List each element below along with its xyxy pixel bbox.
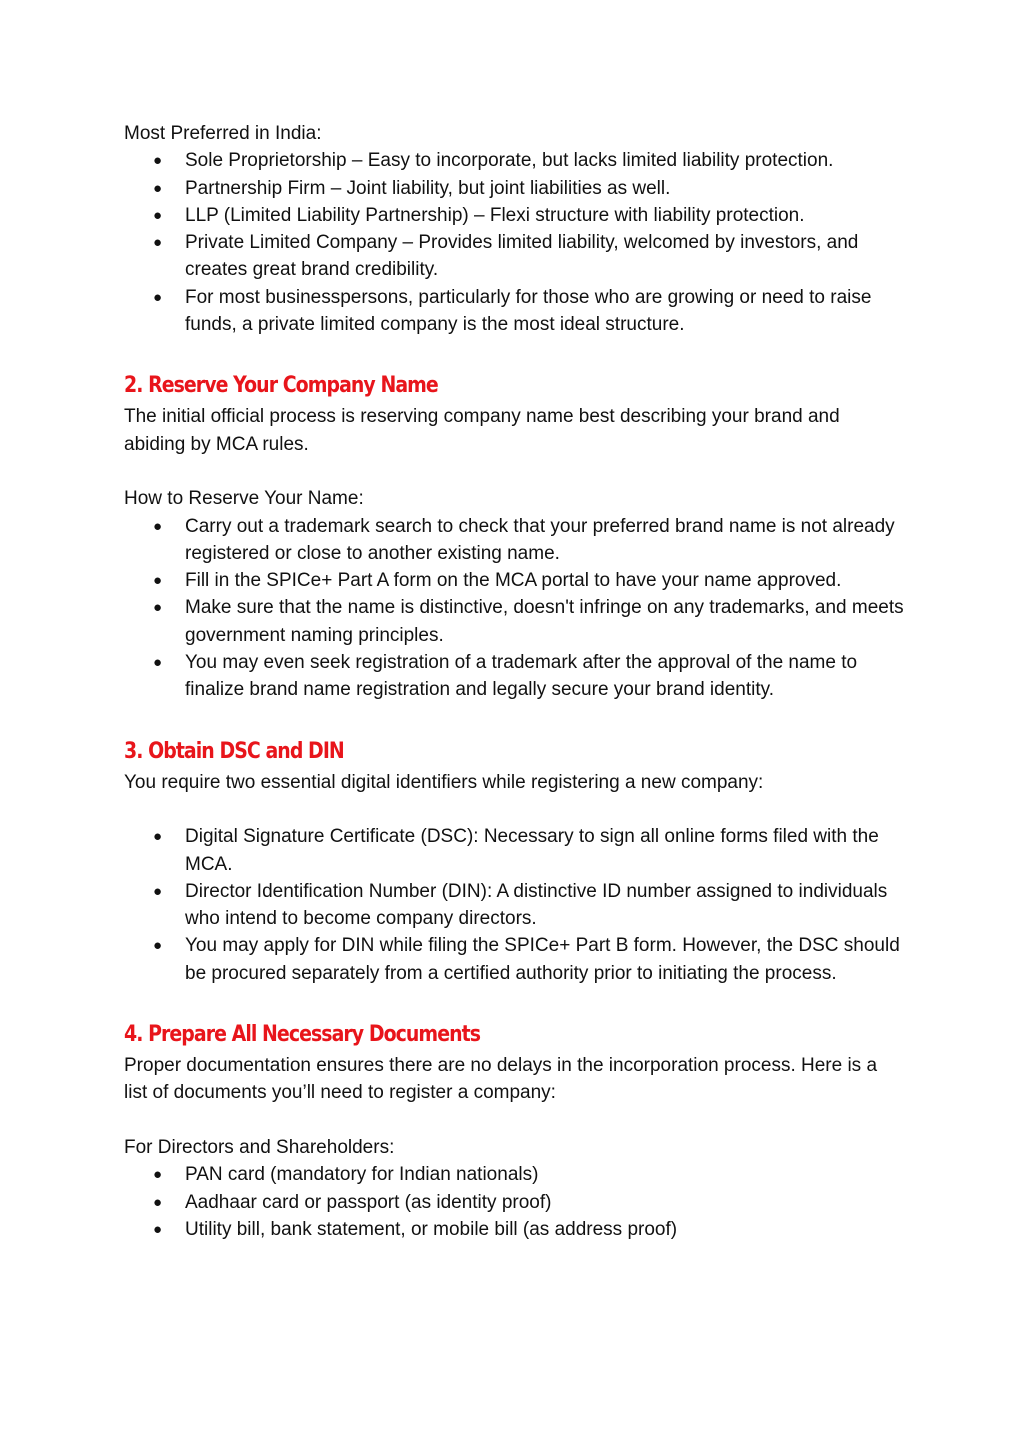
list-item bbox=[153, 229, 904, 284]
list-item bbox=[153, 649, 904, 704]
section-2 bbox=[124, 371, 904, 400]
list-item-text: Fill in the SPICe+ Part A form on the MCA portal to have your name approved. bbox=[185, 570, 842, 592]
list-item bbox=[153, 202, 904, 229]
list-item-text: PAN card (mandatory for Indian nationals) bbox=[185, 1164, 539, 1186]
list-item bbox=[153, 932, 904, 987]
section-4-list bbox=[124, 1161, 904, 1243]
list-item bbox=[153, 878, 904, 933]
bullet-icon: ● bbox=[153, 882, 163, 900]
bullet-icon: ● bbox=[153, 517, 163, 535]
structures-label: Most Preferred in India: bbox=[124, 123, 322, 144]
list-item bbox=[153, 1216, 904, 1243]
bullet-icon: ● bbox=[153, 937, 163, 955]
list-item-text: You may apply for DIN while filing the SPICe+ Part B form. However, the DSC should be procured separately from a certified authority prior to initiating the process. bbox=[185, 935, 900, 984]
list-item-text: Digital Signature Certificate (DSC): Necessary to sign all online forms filed with the MCA. bbox=[185, 826, 879, 875]
section-4 bbox=[124, 1020, 904, 1049]
section-3 bbox=[124, 737, 904, 766]
list-item bbox=[153, 513, 904, 568]
section-4-heading: 4. Prepare All Necessary Documents bbox=[124, 1022, 481, 1048]
list-item bbox=[153, 594, 904, 649]
section-2-heading: 2. Reserve Your Company Name bbox=[124, 373, 438, 399]
list-item-text: Carry out a trademark search to check that your preferred brand name is not already registered or close to another existing name. bbox=[185, 515, 895, 564]
bullet-icon: ● bbox=[153, 599, 163, 617]
bullet-icon: ● bbox=[153, 179, 163, 197]
list-item-text: For most businesspersons, particularly for those who are growing or need to raise funds, a private limited company is the most ideal structure. bbox=[185, 286, 872, 336]
bullet-icon: ● bbox=[153, 288, 163, 306]
list-item-text: Sole Proprietorship – Easy to incorporate, but lacks limited liability protection. bbox=[185, 150, 834, 172]
list-item bbox=[153, 823, 904, 878]
section-2-intro: The initial official process is reserving company name best describing your brand and abiding by MCA rules. bbox=[124, 406, 840, 455]
bullet-icon: ● bbox=[153, 234, 163, 252]
section-4-label: For Directors and Shareholders: bbox=[124, 1136, 395, 1158]
list-item bbox=[153, 1161, 904, 1188]
list-item bbox=[153, 1189, 904, 1216]
list-item bbox=[153, 284, 904, 339]
bullet-icon: ● bbox=[153, 828, 163, 846]
section-2-list bbox=[124, 513, 904, 704]
list-item-text: Partnership Firm – Joint liability, but joint liabilities as well. bbox=[185, 177, 671, 199]
list-item bbox=[153, 175, 904, 202]
list-item-text: You may even seek registration of a trademark after the approval of the name to finalize brand name registration and legally secure your brand identity. bbox=[185, 652, 858, 701]
list-item bbox=[153, 147, 904, 174]
list-item-text: Director Identification Number (DIN): A distinctive ID number assigned to individuals who intend to become company directors. bbox=[185, 880, 888, 930]
section-3-list bbox=[124, 823, 904, 987]
bullet-icon: ● bbox=[153, 152, 163, 170]
list-item-text: Private Limited Company – Provides limited liability, welcomed by investors, and creates great brand credibility. bbox=[185, 232, 859, 281]
section-4-intro: Proper documentation ensures there are no delays in the incorporation process. Here is a list of documents you’ll need to register a company: bbox=[124, 1055, 878, 1104]
list-item-text: LLP (Limited Liability Partnership) – Flexi structure with liability protection. bbox=[185, 204, 805, 226]
structures-list bbox=[124, 147, 904, 338]
list-item-text: Utility bill, bank statement, or mobile bill (as address proof) bbox=[185, 1218, 678, 1240]
bullet-icon: ● bbox=[153, 206, 163, 224]
bullet-icon: ● bbox=[153, 654, 163, 672]
bullet-icon: ● bbox=[153, 572, 163, 590]
list-item bbox=[153, 567, 904, 594]
bullet-icon: ● bbox=[153, 1166, 163, 1184]
bullet-icon: ● bbox=[153, 1193, 163, 1211]
section-3-intro: You require two essential digital identifiers while registering a new company: bbox=[124, 771, 764, 793]
section-2-label: How to Reserve Your Name: bbox=[124, 488, 364, 510]
list-item-text: Make sure that the name is distinctive, doesn't infringe on any trademarks, and meets government naming principles. bbox=[185, 597, 904, 646]
section-3-heading: 3. Obtain DSC and DIN bbox=[124, 738, 344, 764]
bullet-icon: ● bbox=[153, 1220, 163, 1238]
list-item-text: Aadhaar card or passport (as identity proof) bbox=[185, 1191, 552, 1213]
document-page bbox=[124, 120, 904, 1243]
